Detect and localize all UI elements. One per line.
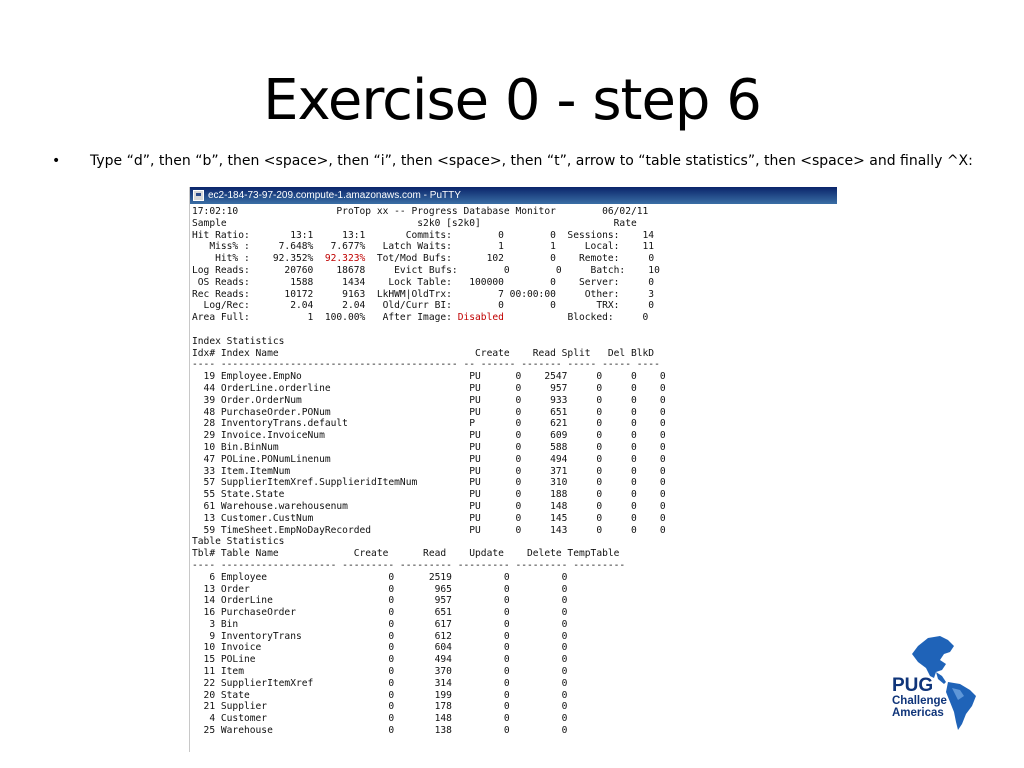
summary-line <box>192 324 835 336</box>
index-stats-row: 61 Warehouse.warehousenum PU 0 148 0 0 0 <box>192 500 666 512</box>
table-stats-row: 6 Employee 0 2519 0 0 <box>192 571 568 583</box>
summary-line <box>192 241 835 253</box>
summary-segment: Log/Rec: 2.04 2.04 Old/Curr BI: 0 0 TRX: 0 <box>192 300 655 312</box>
index-stats-row: 44 OrderLine.orderline PU 0 957 0 0 0 <box>192 382 666 394</box>
index-stats-row: 28 InventoryTrans.default P 0 621 0 0 0 <box>192 418 666 430</box>
summary-segment: Hit% : 92.352% <box>192 253 325 265</box>
table-stats-row: 4 Customer 0 148 0 0 <box>192 713 568 725</box>
logo-line-1: Challenge <box>892 695 947 707</box>
index-stats-row: 13 Customer.CustNum PU 0 145 0 0 0 <box>192 512 666 524</box>
summary-line <box>192 300 835 312</box>
index-stats-row: 10 Bin.BinNum PU 0 588 0 0 0 <box>192 441 666 453</box>
index-stats-row: 33 Item.ItemNum PU 0 371 0 0 0 <box>192 465 666 477</box>
index-stats-rows <box>192 371 835 536</box>
summary-segment: OS Reads: 1588 1434 Lock Table: 100000 0 Server: 0 <box>192 276 655 288</box>
table-stats-row: 16 PurchaseOrder 0 651 0 0 <box>192 607 568 619</box>
summary-segment: Rec Reads: 10172 9163 LkHWM|OldTrx: 7 00:00:00 Other: 3 <box>192 288 655 300</box>
bullet-marker: • <box>52 153 61 169</box>
summary-segment: Sample s2k0 [s2k0] Rate <box>192 217 637 229</box>
summary-segment: Hit Ratio: 13:1 13:1 Commits: 0 0 Sessions: 14 <box>192 229 655 241</box>
table-stats-row: 14 OrderLine 0 957 0 0 <box>192 595 568 607</box>
index-stats-rule: ---- ----------------------------------------- -- ------ ------- ----- ----- ---- <box>192 359 660 371</box>
table-stats-title: Table Statistics <box>192 536 285 548</box>
table-stats-rule: ---- -------------------- --------- --------- --------- --------- --------- <box>192 559 626 571</box>
summary-line <box>192 312 835 324</box>
summary-segment: 17:02:10 ProTop xx -- Progress Database Monitor 06/02/11 <box>192 206 649 217</box>
table-stats-row: 11 Item 0 370 0 0 <box>192 666 568 678</box>
summary-line <box>192 277 835 289</box>
table-stats-row: 25 Warehouse 0 138 0 0 <box>192 725 568 737</box>
summary-line <box>192 218 835 230</box>
bullet-text: Type “d”, then “b”, then <space>, then “i”, then <space>, then “t”, arrow to “table statistics”, then <space> and finally ^X: <box>90 153 973 169</box>
pug-logo-text <box>892 677 947 719</box>
putty-app-icon <box>193 190 204 201</box>
slide-title: Exercise 0 - step 6 <box>263 68 761 133</box>
table-stats-row: 10 Invoice 0 604 0 0 <box>192 642 568 654</box>
index-stats-row: 57 SupplierItemXref.SupplieridItemNum PU 0 310 0 0 0 <box>192 477 666 489</box>
highlight-value: Disabled <box>457 312 504 324</box>
summary-segment: Log Reads: 20760 18678 Evict Bufs: 0 0 Batch: 10 <box>192 264 660 276</box>
index-stats-row: 39 Order.OrderNum PU 0 933 0 0 0 <box>192 394 666 406</box>
table-stats-row: 20 State 0 199 0 0 <box>192 689 568 701</box>
table-stats-row: 21 Supplier 0 178 0 0 <box>192 701 568 713</box>
table-stats-row: 9 InventoryTrans 0 612 0 0 <box>192 630 568 642</box>
summary-segment: Tot/Mod Bufs: 102 0 Remote: 0 <box>365 253 655 265</box>
logo-name: PUG <box>892 675 934 696</box>
summary-line <box>192 230 835 242</box>
summary-segment: Blocked: 0 <box>503 312 649 324</box>
highlight-value: 92.323% <box>324 253 366 265</box>
table-stats-rows <box>192 572 835 737</box>
index-stats-row: 55 State.State PU 0 188 0 0 0 <box>192 489 666 501</box>
summary-line <box>192 253 835 265</box>
summary-segment: Area Full: 1 100.00% After Image: <box>192 312 458 324</box>
index-stats-row: 59 TimeSheet.EmpNoDayRecorded PU 0 143 0 0 0 <box>192 524 666 536</box>
table-stats-row: 3 Bin 0 617 0 0 <box>192 618 568 630</box>
putty-window[interactable] <box>189 187 837 752</box>
index-stats-row: 47 POLine.PONumLinenum PU 0 494 0 0 0 <box>192 453 666 465</box>
terminal-screen[interactable] <box>192 206 835 751</box>
summary-line <box>192 206 835 218</box>
protop-summary <box>192 206 835 336</box>
table-stats-header: Tbl# Table Name Create Read Update Delete TempTable <box>192 548 620 560</box>
index-stats-row: 29 Invoice.InvoiceNum PU 0 609 0 0 0 <box>192 430 666 442</box>
window-titlebar[interactable] <box>190 187 837 204</box>
summary-line <box>192 289 835 301</box>
logo-line-2: Americas <box>892 707 944 719</box>
summary-line <box>192 265 835 277</box>
index-stats-row: 48 PurchaseOrder.PONum PU 0 651 0 0 0 <box>192 406 666 418</box>
window-title: ec2-184-73-97-209.compute-1.amazonaws.com - PuTTY <box>208 190 461 201</box>
table-stats-row: 13 Order 0 965 0 0 <box>192 583 568 595</box>
index-stats-title: Index Statistics <box>192 335 285 347</box>
summary-segment: Miss% : 7.648% 7.677% Latch Waits: 1 1 Local: 11 <box>192 241 655 253</box>
table-stats-row: 22 SupplierItemXref 0 314 0 0 <box>192 677 568 689</box>
index-stats-header: Idx# Index Name Create Read Split Del BlkD <box>192 347 655 359</box>
index-stats-row: 19 Employee.EmpNo PU 0 2547 0 0 0 <box>192 371 666 383</box>
table-stats-row: 15 POLine 0 494 0 0 <box>192 654 568 666</box>
